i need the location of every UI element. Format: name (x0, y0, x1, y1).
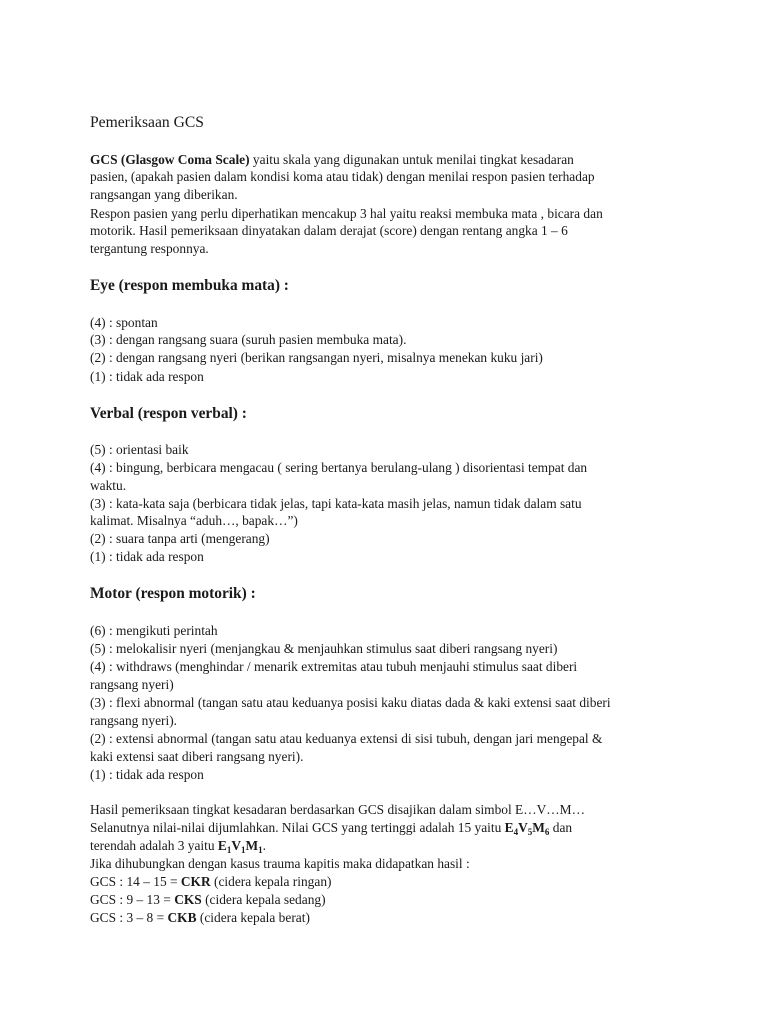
eye-item: (4) : spontan (90, 315, 158, 330)
verbal-item: (1) : tidak ada respon (90, 549, 204, 564)
motor-item: rangsang nyeri). (90, 713, 178, 728)
min-score-symbol (218, 838, 263, 853)
min-e: E (217, 838, 227, 853)
max-e-sub: 4 (513, 827, 519, 837)
eye-item: (1) : tidak ada respon (90, 369, 204, 384)
intro-line-1-rest: yaitu skala yang digunakan untuk menilai tingkat kesadaran (249, 152, 574, 167)
min-v-sub: 1 (241, 845, 246, 855)
verbal-item: (4) : bingung, berbicara mengacau ( sering bertanya berulang-ulang ) disorientasi tempat dan (90, 460, 588, 475)
summary-line-2-post: dan (549, 820, 573, 835)
max-v-sub: 5 (527, 827, 533, 837)
verbal-item: waktu. (90, 478, 127, 493)
summary-line-2-text: Selanutnya nilai-nilai dijumlahkan. Nilai GCS yang tertinggi adalah 15 yaitu (90, 820, 505, 835)
intro-line-3: rangsangan yang diberikan. (90, 187, 238, 202)
category-code: CKB (167, 910, 197, 925)
min-e-sub: 1 (226, 845, 232, 855)
motor-item: (2) : extensi abnormal (tangan satu atau keduanya extensi di sisi tubuh, dengan jari mengepal & (90, 731, 603, 746)
summary-line-1: Hasil pemeriksaan tingkat kesadaran berdasarkan GCS disajikan dalam simbol E…V…M… (90, 802, 585, 817)
verbal-heading: Verbal (respon verbal) : (90, 405, 247, 422)
motor-item: (3) : flexi abnormal (tangan satu atau keduanya posisi kaku diatas dada & kaki extensi saat diberi (90, 695, 611, 710)
min-v: V (231, 838, 242, 853)
motor-heading: Motor (respon motorik) : (90, 585, 256, 602)
category-range: GCS : 14 – 15 = (90, 874, 181, 889)
eye-heading: Eye (respon membuka mata) : (90, 277, 289, 294)
category-code: CKS (174, 892, 202, 907)
category-range: GCS : 3 – 8 = (90, 910, 168, 925)
motor-item: kaki extensi saat diberi rangsang nyeri). (90, 749, 304, 764)
summary-line-4: Jika dihubungkan dengan kasus trauma kapitis maka didapatkan hasil : (90, 856, 470, 871)
min-m-sub: 1 (258, 845, 263, 855)
motor-item: rangsang nyeri) (90, 677, 174, 692)
category-cks (90, 891, 326, 909)
verbal-item: kalimat. Misalnya “aduh…, bapak…”) (90, 513, 298, 528)
max-score-symbol (505, 820, 550, 835)
summary-line-3-text: terendah adalah 3 yaitu (90, 838, 218, 853)
max-m-sub: 6 (544, 827, 550, 837)
motor-item: (4) : withdraws (menghindar / menarik extremitas atau tubuh menjauhi stimulus saat diberi (90, 659, 578, 674)
summary-line-3-post: . (262, 838, 267, 853)
min-m: M (245, 838, 259, 853)
category-desc: (cidera kepala berat) (196, 910, 310, 925)
summary-line-3 (90, 837, 266, 855)
intro-line-1 (90, 151, 574, 169)
eye-item: (2) : dengan rangsang nyeri (berikan rangsangan nyeri, misalnya menekan kuku jari) (90, 350, 543, 365)
category-code: CKR (180, 874, 211, 889)
verbal-item: (2) : suara tanpa arti (mengerang) (90, 531, 270, 546)
verbal-item: (3) : kata-kata saja (berbicara tidak jelas, tapi kata-kata masih jelas, namun tidak dalam satu (90, 496, 582, 511)
max-m: M (532, 820, 545, 835)
category-desc: (cidera kepala sedang) (201, 892, 326, 907)
page-title: Pemeriksaan GCS (90, 114, 204, 131)
intro-line-4: Respon pasien yang perlu diperhatikan mencakup 3 hal yaitu reaksi membuka mata , bicara dan (90, 206, 603, 221)
motor-item: (6) : mengikuti perintah (90, 623, 218, 638)
category-desc: (cidera kepala ringan) (210, 874, 332, 889)
summary-line-2 (90, 819, 572, 837)
intro-line-2: pasien, (apakah pasien dalam kondisi koma atau tidak) dengan menilai respon pasien terhadap (90, 169, 595, 184)
motor-item: (1) : tidak ada respon (90, 767, 204, 782)
max-e: E (504, 820, 514, 835)
category-ckr (90, 873, 331, 891)
category-range: GCS : 9 – 13 = (90, 892, 175, 907)
verbal-item: (5) : orientasi baik (90, 442, 189, 457)
max-v: V (518, 820, 528, 835)
intro-line-5: motorik. Hasil pemeriksaan dinyatakan dalam derajat (score) dengan rentang angka 1 – 6 (90, 223, 568, 238)
gcs-term: GCS (Glasgow Coma Scale) (90, 152, 250, 167)
intro-line-6: tergantung responnya. (90, 241, 209, 256)
category-ckb (90, 909, 310, 927)
motor-item: (5) : melokalisir nyeri (menjangkau & menjauhkan stimulus saat diberi rangsang nyeri) (90, 641, 558, 656)
eye-item: (3) : dengan rangsang suara (suruh pasien membuka mata). (90, 332, 407, 347)
